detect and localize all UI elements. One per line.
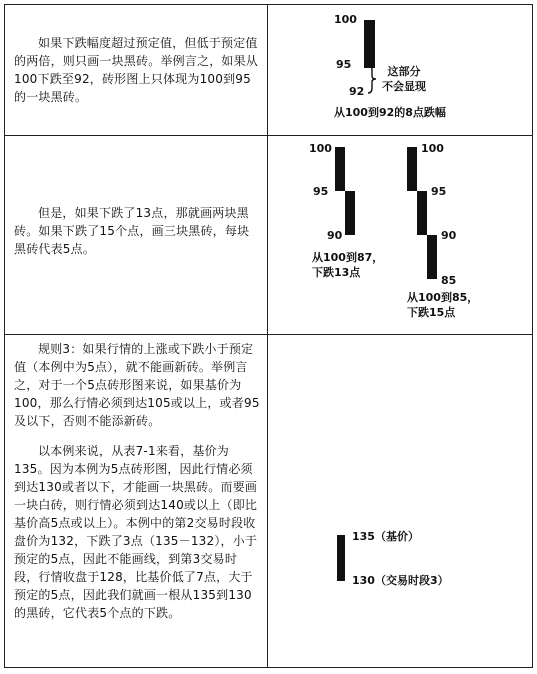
table-border-bottom — [4, 667, 533, 668]
row3-para2: 以本例来说，从表7-1来看，基价为135。因为本例为5点砖形图，因此行情必须到达130或者以下，才能画一块黑砖。而要画一块白砖，则行情必须到达140或以上（即比基价高5点或以上）。本例中的第2交易时段收盘价为132，下跌了3点（135－132），小于预定的5点，因此不能画线，到第3交易时段，行情收盘于128，比基价低了7点，大于预定的5点，因此我们就画一根从135到130的黑砖，它代表5个点的下跌。 — [14, 444, 258, 620]
row1-label-95: 95 — [336, 58, 352, 71]
brace-icon — [366, 64, 380, 94]
row3-label-session3: 130（交易时段3） — [352, 574, 449, 587]
table-border-left — [4, 4, 5, 668]
row2a-label-95: 95 — [313, 185, 329, 198]
row1-caption: 从100到92的8点跌幅 — [334, 106, 446, 119]
table-border-right — [532, 4, 533, 668]
row1-text: 如果下跌幅度超过预定值，但低于预定值的两倍，则只画一块黑砖。举例言之，如果从100下跌至92，砖形图上只体现为100到95的一块黑砖。 — [14, 36, 259, 104]
row2a-label-100: 100 — [309, 142, 332, 155]
black-brick — [337, 535, 345, 581]
row2b-caption: 从100到85， 下跌15点 — [407, 291, 479, 319]
row2a-caption: 从100到87， 下跌13点 — [312, 251, 384, 279]
rules-table — [4, 4, 533, 668]
black-brick — [335, 147, 345, 191]
column-divider — [267, 4, 268, 668]
row1-label-100: 100 — [334, 13, 357, 26]
row2b-label-90: 90 — [441, 229, 457, 242]
black-brick — [345, 191, 355, 235]
row2a-label-90: 90 — [327, 229, 343, 242]
row2b-label-95: 95 — [431, 185, 447, 198]
black-brick — [364, 20, 375, 68]
row-divider-1 — [4, 135, 533, 136]
black-brick — [407, 147, 417, 191]
row-divider-2 — [4, 334, 533, 335]
row2-text: 但是，如果下跌了13点，那就画两块黑砖。如果下跌了15个点，画三块黑砖，每块黑砖代表5点。 — [14, 206, 250, 256]
row2b-label-100: 100 — [421, 142, 444, 155]
row2b-label-85: 85 — [441, 274, 457, 287]
row3-label-base: 135（基价） — [352, 530, 419, 543]
row1-note: 这部分 不会显现 — [382, 65, 426, 93]
row3-para1: 规则3：如果行情的上涨或下跌小于预定值（本例中为5点），就不能画新砖。举例言之，对于一个5点砖形图来说，如果基价为100，那么行情必须到达105或以上，或者95及以下，否则不能添新砖。 — [14, 342, 260, 428]
black-brick — [417, 191, 427, 235]
row1-label-92: 92 — [349, 85, 365, 98]
table-border-top — [4, 4, 533, 5]
black-brick — [427, 235, 437, 279]
